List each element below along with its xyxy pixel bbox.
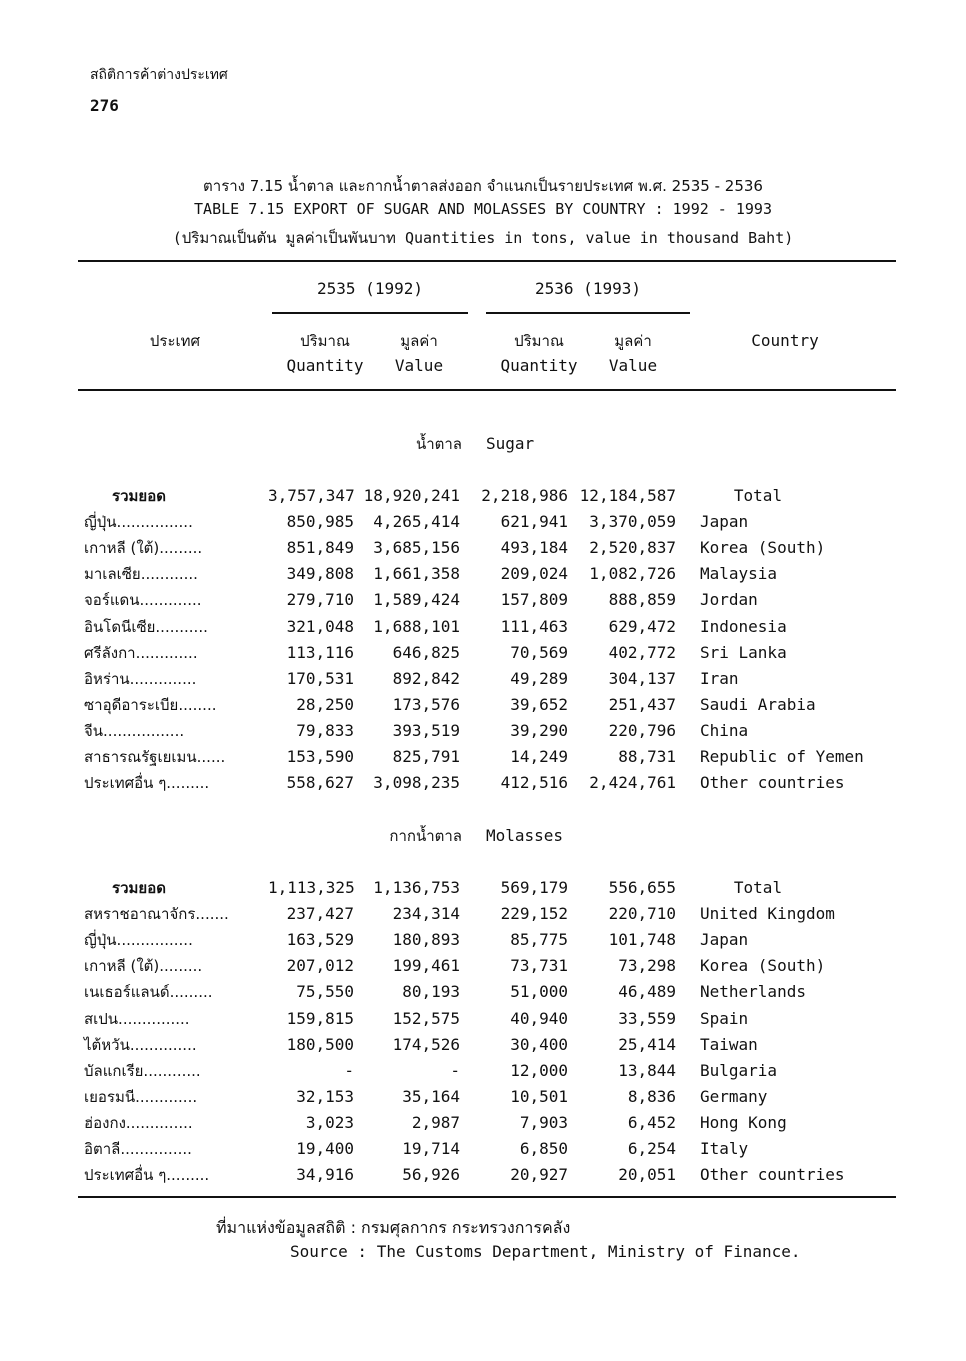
country-name-english: Sri Lanka: [700, 642, 787, 662]
value-1993: 46,489: [618, 982, 676, 1002]
country-name-thai: ญี่ปุ่น................: [84, 513, 193, 532]
quantity-1992: 19,400: [296, 1139, 354, 1158]
country-name-english: United Kingdom: [700, 904, 835, 924]
year-rule-1992: [272, 312, 468, 314]
quantity-1993: 12,000: [510, 1060, 568, 1080]
country-name-thai: อิหร่าน..............: [84, 669, 197, 688]
country-name-english: Korea (South): [700, 956, 826, 976]
value-1992: 892,842: [392, 668, 460, 688]
value-1992: 3,098,235: [373, 773, 460, 793]
value-1993: 2,424,761: [589, 773, 676, 793]
quantity-1993: 73,731: [510, 956, 568, 976]
country-name-english: Republic of Yemen: [700, 747, 864, 766]
quantity-1992: 113,116: [286, 642, 354, 662]
value-1993: 101,748: [608, 930, 676, 950]
country-name-thai: สเปน...............: [84, 1009, 190, 1028]
value-1992: 19,714: [402, 1139, 460, 1158]
country-name-thai: ประเทศอื่น ๆ.........: [84, 774, 210, 793]
country-name-thai: สหราชอาณาจักร.......: [84, 905, 229, 924]
val-header-english-1992: Value: [394, 356, 444, 375]
country-name-english: Saudi Arabia: [700, 694, 816, 714]
country-name-english: Taiwan: [700, 1034, 758, 1054]
value-1992: 646,825: [392, 642, 460, 662]
country-name-thai: รวมยอด: [112, 487, 166, 505]
value-1992: 35,164: [402, 1086, 460, 1106]
value-1992: 180,893: [392, 930, 460, 950]
value-1992: 199,461: [392, 956, 460, 976]
quantity-1993: 85,775: [510, 930, 568, 950]
section-title-thai: น้ำตาล: [415, 435, 462, 453]
quantity-1993: 39,652: [510, 694, 568, 714]
quantity-1993: 30,400: [510, 1034, 568, 1054]
value-1992: 56,926: [402, 1165, 460, 1185]
header-rule: [78, 389, 896, 391]
quantity-1992: 28,250: [296, 694, 354, 714]
quantity-1993: 7,903: [519, 1112, 568, 1132]
val-header-english-1993: Value: [608, 356, 658, 375]
country-name-thai: เนเธอร์แลนด์.........: [84, 983, 213, 1002]
value-1992: 1,661,358: [373, 564, 460, 584]
quantity-1992: 180,500: [286, 1034, 354, 1054]
country-name-english: Indonesia: [700, 616, 787, 636]
value-1992: 393,519: [392, 720, 460, 740]
country-name-thai: ประเทศอื่น ๆ.........: [84, 1166, 210, 1185]
country-name-english: Italy: [700, 1139, 749, 1158]
country-name-english: Total: [733, 878, 783, 897]
value-1992: -: [450, 1060, 460, 1080]
table-title-english: TABLE 7.15 EXPORT OF SUGAR AND MOLASSES BY COUNTRY : 1992 - 1993: [194, 200, 772, 218]
value-1992: 173,576: [392, 694, 460, 714]
country-name-thai: มาเลเซีย............: [84, 565, 198, 584]
country-name-english: Spain: [700, 1008, 749, 1028]
country-name-english: Bulgaria: [700, 1060, 778, 1080]
value-1993: 220,710: [608, 904, 676, 924]
value-1993: 13,844: [618, 1060, 676, 1080]
quantity-1992: 34,916: [296, 1165, 354, 1185]
quantity-1992: 207,012: [286, 956, 354, 976]
country-name-thai: ศรีลังกา.............: [84, 643, 198, 662]
qty-header-english-1992: Quantity: [286, 356, 364, 375]
country-name-english: Hong Kong: [700, 1112, 787, 1132]
source-english: Source : The Customs Department, Ministry of Finance.: [290, 1242, 801, 1261]
quantity-1992: 3,023: [305, 1112, 354, 1132]
quantity-1992: 79,833: [296, 720, 354, 740]
quantity-1992: 237,427: [286, 904, 354, 924]
quantity-1993: 157,809: [500, 590, 568, 610]
value-1992: 234,314: [392, 904, 460, 924]
quantity-1993: 209,024: [500, 564, 568, 584]
country-header-thai: ประเทศ: [149, 332, 201, 350]
quantity-1993: 111,463: [500, 616, 568, 636]
country-name-thai: ฮ่องกง..............: [84, 1113, 193, 1132]
quantity-1993: 6,850: [519, 1139, 568, 1158]
value-1992: 2,987: [411, 1112, 460, 1132]
quantity-1992: 170,531: [286, 668, 354, 688]
value-1992: 3,685,156: [373, 538, 460, 558]
value-1993: 1,082,726: [589, 564, 676, 584]
quantity-1992: 32,153: [296, 1086, 354, 1106]
quantity-1992: 153,590: [286, 747, 354, 766]
quantity-1992: -: [344, 1060, 354, 1080]
section-title-english: Molasses: [486, 826, 564, 845]
value-1993: 33,559: [618, 1008, 676, 1028]
country-header-english: Country: [751, 331, 819, 350]
quantity-1992: 3,757,347: [268, 486, 355, 505]
country-name-thai: รวมยอด: [112, 879, 166, 897]
value-1992: 174,526: [392, 1034, 460, 1054]
country-name-english: Japan: [700, 930, 749, 950]
country-name-thai: เกาหลี (ใต้).........: [84, 539, 203, 558]
value-1992: 18,920,241: [363, 486, 460, 505]
value-1993: 556,655: [608, 878, 676, 897]
table-title-thai: ตาราง 7.15 น้ำตาล และกากน้ำตาลส่งออก จำแนกเป็นรายประเทศ พ.ศ. 2535 - 2536: [203, 177, 763, 195]
val-header-thai-1993: มูลค่า: [614, 332, 652, 350]
value-1992: 1,136,753: [373, 878, 460, 897]
value-1992: 4,265,414: [373, 512, 460, 532]
country-name-english: Iran: [700, 668, 739, 688]
quantity-1993: 621,941: [500, 512, 568, 532]
value-1993: 304,137: [608, 668, 676, 688]
value-1992: 80,193: [402, 982, 460, 1002]
quantity-1993: 51,000: [510, 982, 568, 1002]
value-1993: 402,772: [608, 642, 676, 662]
quantity-1992: 75,550: [296, 982, 354, 1002]
quantity-1992: 159,815: [286, 1008, 354, 1028]
country-name-english: Germany: [700, 1086, 768, 1106]
country-name-english: Japan: [700, 512, 749, 532]
value-1992: 1,688,101: [373, 616, 460, 636]
value-1993: 2,520,837: [589, 538, 676, 558]
quantity-1993: 2,218,986: [481, 486, 568, 505]
country-name-thai: เยอรมนี.............: [84, 1087, 198, 1106]
quantity-1992: 558,627: [286, 773, 354, 793]
quantity-1993: 412,516: [500, 773, 568, 793]
year-header-1992: 2535 (1992): [317, 279, 423, 298]
value-1992: 825,791: [392, 747, 460, 766]
country-name-english: Korea (South): [700, 538, 826, 558]
value-1993: 629,472: [608, 616, 676, 636]
country-name-english: Total: [733, 486, 783, 505]
country-name-thai: ซาอุดีอาระเบีย........: [84, 695, 217, 714]
quantity-1993: 70,569: [510, 642, 568, 662]
country-name-english: Other countries: [700, 1165, 845, 1185]
quantity-1993: 569,179: [500, 878, 568, 897]
country-name-thai: บัลแกเรีย............: [84, 1061, 201, 1080]
bottom-rule: [78, 1196, 896, 1198]
year-rule-1993: [486, 312, 690, 314]
country-name-thai: จีน.................: [84, 721, 185, 740]
country-name-english: Jordan: [700, 590, 758, 610]
quantity-1992: 321,048: [286, 616, 354, 636]
quantity-1993: 39,290: [510, 720, 568, 740]
country-name-thai: อิตาลี...............: [84, 1140, 192, 1158]
quantity-1992: 1,113,325: [268, 878, 355, 897]
qty-header-thai-1992: ปริมาณ: [300, 332, 350, 350]
country-name-english: China: [700, 720, 749, 740]
quantity-1993: 493,184: [500, 538, 568, 558]
quantity-1993: 10,501: [510, 1086, 568, 1106]
value-1993: 73,298: [618, 956, 676, 976]
country-name-thai: อินโดนีเซีย...........: [84, 617, 208, 636]
book-title: สถิติการค้าต่างประเทศ: [90, 67, 228, 83]
value-1992: 1,589,424: [373, 590, 460, 610]
qty-header-english-1993: Quantity: [500, 356, 578, 375]
quantity-1993: 40,940: [510, 1008, 568, 1028]
source-thai: ที่มาแห่งข้อมูลสถิติ : กรมศุลกากร กระทรวงการคลัง: [216, 1218, 571, 1237]
country-name-english: Other countries: [700, 773, 845, 793]
section-title-thai: กากน้ำตาล: [389, 827, 462, 845]
value-1993: 251,437: [608, 694, 676, 714]
country-name-english: Netherlands: [700, 982, 806, 1002]
value-1993: 6,452: [627, 1112, 676, 1132]
value-1993: 12,184,587: [579, 486, 676, 505]
quantity-1993: 49,289: [510, 668, 568, 688]
quantity-1993: 20,927: [510, 1165, 568, 1185]
quantity-1992: 163,529: [286, 930, 354, 950]
quantity-1992: 349,808: [286, 564, 354, 584]
page-number: 276: [90, 96, 119, 115]
value-1993: 25,414: [618, 1034, 676, 1054]
country-name-thai: จอร์แดน.............: [84, 591, 202, 610]
country-name-english: Malaysia: [700, 564, 778, 584]
country-name-thai: สาธารณรัฐเยเมน......: [84, 748, 226, 766]
quantity-1993: 229,152: [500, 904, 568, 924]
country-name-thai: เกาหลี (ใต้).........: [84, 957, 203, 976]
quantity-1992: 279,710: [286, 590, 354, 610]
country-name-thai: ญี่ปุ่น................: [84, 931, 193, 950]
top-rule: [78, 260, 896, 262]
value-1993: 3,370,059: [589, 512, 676, 532]
value-1993: 220,796: [608, 720, 676, 740]
year-header-1993: 2536 (1993): [535, 279, 641, 298]
quantity-1992: 851,849: [286, 538, 354, 558]
section-title-english: Sugar: [486, 434, 535, 453]
value-1993: 888,859: [608, 590, 676, 610]
value-1993: 8,836: [627, 1086, 676, 1106]
qty-header-thai-1993: ปริมาณ: [514, 332, 564, 350]
value-1993: 6,254: [627, 1139, 676, 1158]
value-1992: 152,575: [392, 1008, 460, 1028]
country-name-thai: ไต้หวัน..............: [84, 1035, 197, 1054]
val-header-thai-1992: มูลค่า: [400, 332, 438, 350]
quantity-1993: 14,249: [510, 747, 568, 766]
value-1993: 20,051: [618, 1165, 676, 1185]
table-units: (ปริมาณเป็นตัน มูลค่าเป็นพันบาท Quantities in tons, value in thousand Baht): [172, 229, 794, 247]
value-1993: 88,731: [618, 747, 676, 766]
quantity-1992: 850,985: [286, 512, 354, 532]
